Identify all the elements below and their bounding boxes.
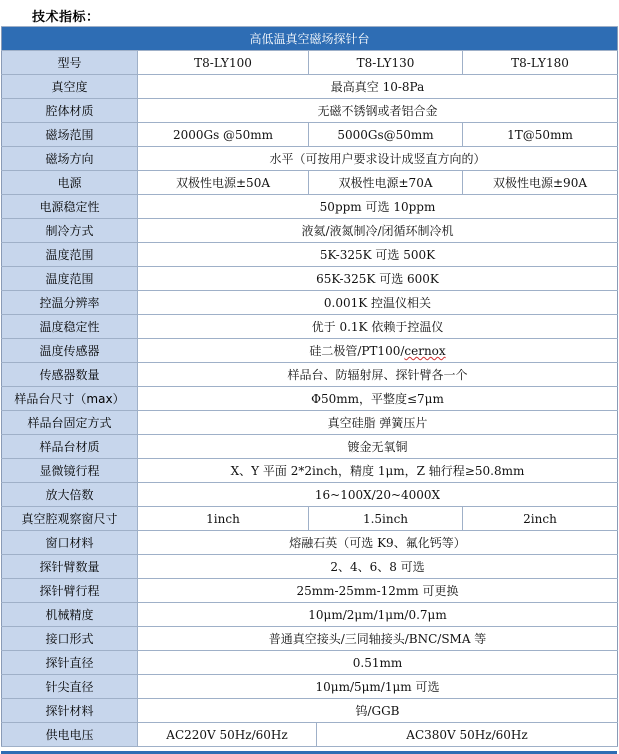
table-row — [2, 219, 618, 243]
row-value: 2000Gs @50mm — [138, 123, 309, 147]
row-label: 控温分辨率 — [2, 291, 138, 315]
table-row — [2, 507, 618, 531]
table-title-row — [2, 27, 618, 51]
row-label: 显微镜行程 — [2, 459, 138, 483]
row-value: 双极性电源±90A — [463, 171, 618, 195]
table-row — [2, 699, 618, 723]
row-value: 最高真空 10-8Pa — [138, 75, 618, 99]
row-label: 电源 — [2, 171, 138, 195]
row-label: 磁场方向 — [2, 147, 138, 171]
row-label: 传感器数量 — [2, 363, 138, 387]
row-label: 机械精度 — [2, 603, 138, 627]
row-value: 10μm/2μm/1μm/0.7μm — [138, 603, 618, 627]
row-label: 样品台尺寸（max） — [2, 387, 138, 411]
row-value: 2inch — [463, 507, 618, 531]
table-row — [2, 51, 618, 75]
row-value: 1T@50mm — [463, 123, 618, 147]
table-row — [2, 651, 618, 675]
row-value: 液氦/液氮制冷/闭循环制冷机 — [138, 219, 618, 243]
table-row — [2, 339, 618, 363]
section-heading: 技术指标： — [32, 10, 100, 25]
table-row — [2, 723, 618, 747]
table-row — [2, 363, 618, 387]
row-label: 探针臂数量 — [2, 555, 138, 579]
table-row — [2, 435, 618, 459]
row-value: 样品台、防辐射屏、探针臂各一个 — [138, 363, 618, 387]
table-row — [2, 459, 618, 483]
table-row — [2, 315, 618, 339]
table-row — [2, 291, 618, 315]
row-value: 5000Gs@50mm — [309, 123, 463, 147]
row-value: 双极性电源±50A — [138, 171, 309, 195]
row-value: 真空硅脂 弹簧压片 — [138, 411, 618, 435]
row-label: 温度范围 — [2, 243, 138, 267]
row-label: 窗口材料 — [2, 531, 138, 555]
row-value: 25mm-25mm-12mm 可更换 — [138, 579, 618, 603]
row-value: AC380V 50Hz/60Hz — [317, 723, 618, 747]
row-value: 50ppm 可选 10ppm — [138, 195, 618, 219]
row-value: 5K-325K 可选 500K — [138, 243, 618, 267]
table-title: 高低温真空磁场探针台 — [2, 27, 618, 51]
table-row — [2, 627, 618, 651]
row-label: 真空度 — [2, 75, 138, 99]
row-label: 样品台固定方式 — [2, 411, 138, 435]
row-label: 型号 — [2, 51, 138, 75]
spellcheck-word: cernox — [404, 344, 446, 358]
row-label: 温度稳定性 — [2, 315, 138, 339]
row-value: 熔融石英（可选 K9、氟化钙等） — [138, 531, 618, 555]
table-row — [2, 675, 618, 699]
row-label: 制冷方式 — [2, 219, 138, 243]
row-label: 供电电压 — [2, 723, 138, 747]
spec-table — [1, 26, 618, 747]
row-value: 2、4、6、8 可选 — [138, 555, 618, 579]
row-value: 0.001K 控温仪相关 — [138, 291, 618, 315]
row-value: AC220V 50Hz/60Hz — [138, 723, 317, 747]
table-row — [2, 267, 618, 291]
row-label: 温度范围 — [2, 267, 138, 291]
row-value — [138, 339, 618, 363]
row-value: 0.51mm — [138, 651, 618, 675]
row-value: 1.5inch — [309, 507, 463, 531]
row-label: 探针直径 — [2, 651, 138, 675]
row-label: 针尖直径 — [2, 675, 138, 699]
row-value: 镀金无氧铜 — [138, 435, 618, 459]
table-row — [2, 171, 618, 195]
row-value: 1inch — [138, 507, 309, 531]
table-row — [2, 531, 618, 555]
row-value: 普通真空接头/三同轴接头/BNC/SMA 等 — [138, 627, 618, 651]
table-row — [2, 579, 618, 603]
table-row — [2, 147, 618, 171]
row-value: X、Y 平面 2*2inch，精度 1μm，Z 轴行程≥50.8mm — [138, 459, 618, 483]
row-label: 腔体材质 — [2, 99, 138, 123]
row-value: 优于 0.1K 依赖于控温仪 — [138, 315, 618, 339]
table-row — [2, 603, 618, 627]
row-value: 无磁不锈钢或者铝合金 — [138, 99, 618, 123]
row-value: Φ50mm，平整度≤7μm — [138, 387, 618, 411]
table-row — [2, 555, 618, 579]
row-value: 水平（可按用户要求设计成竖直方向的） — [138, 147, 618, 171]
table-row — [2, 195, 618, 219]
row-value: 16~100X/20~4000X — [138, 483, 618, 507]
row-value: 双极性电源±70A — [309, 171, 463, 195]
row-label: 真空腔观察窗尺寸 — [2, 507, 138, 531]
row-value: 10μm/5μm/1μm 可选 — [138, 675, 618, 699]
table-row — [2, 387, 618, 411]
row-label: 样品台材质 — [2, 435, 138, 459]
row-label: 探针臂行程 — [2, 579, 138, 603]
row-value-text: 硅二极管/PT100/ — [309, 344, 405, 358]
row-value: T8-LY130 — [309, 51, 463, 75]
row-label: 温度传感器 — [2, 339, 138, 363]
row-value: T8-LY180 — [463, 51, 618, 75]
row-label: 探针材料 — [2, 699, 138, 723]
table-row — [2, 99, 618, 123]
row-value: T8-LY100 — [138, 51, 309, 75]
table-row — [2, 243, 618, 267]
table-row — [2, 483, 618, 507]
table-row — [2, 75, 618, 99]
row-value: 65K-325K 可选 600K — [138, 267, 618, 291]
table-row — [2, 123, 618, 147]
row-label: 电源稳定性 — [2, 195, 138, 219]
table-row — [2, 411, 618, 435]
row-label: 磁场范围 — [2, 123, 138, 147]
row-value: 钨/GGB — [138, 699, 618, 723]
row-label: 接口形式 — [2, 627, 138, 651]
row-label: 放大倍数 — [2, 483, 138, 507]
